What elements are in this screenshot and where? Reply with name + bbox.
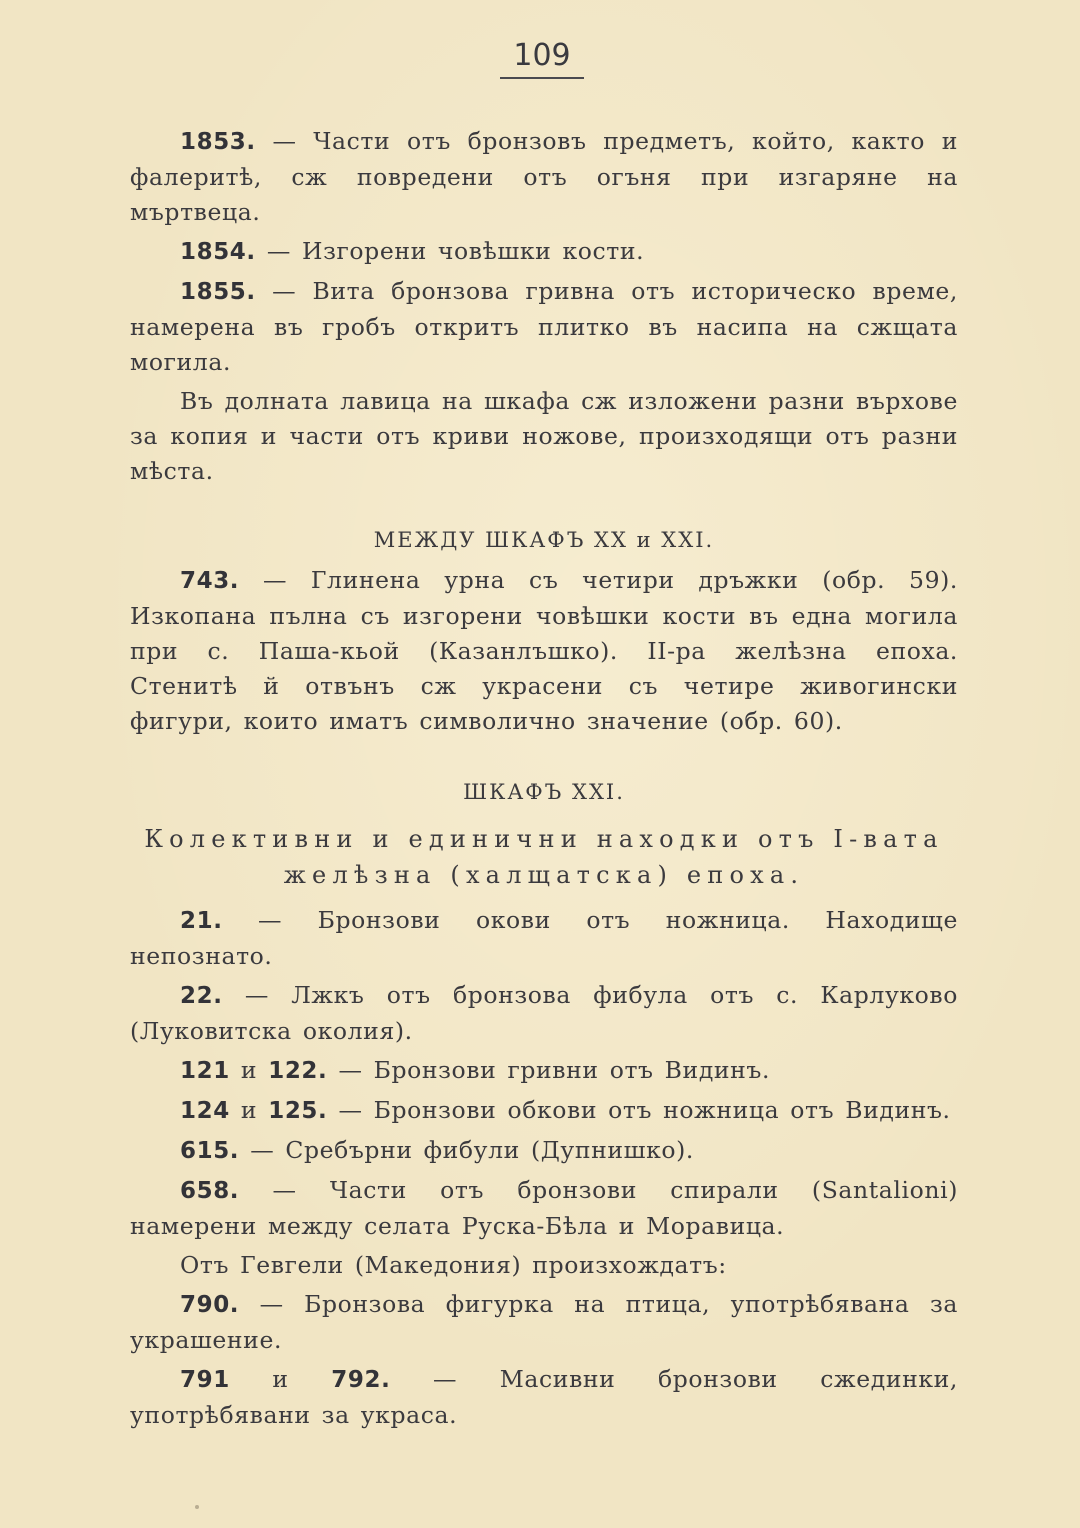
entry-743 [130, 563, 958, 739]
gevgeli-note [130, 1248, 958, 1283]
paper-speck [195, 1505, 199, 1509]
entry-text: — Бронзови окови отъ ножница. Находище непознато. [130, 906, 958, 970]
entry-text: — Вита бронзова гривна отъ историческо време, намерена въ гробъ откритъ плитко въ насипа на сжщата могила. [130, 277, 958, 376]
entry-text: — Части отъ бронзовъ предметъ, който, както и фалеритѣ, сж повредени отъ огъня при изгаряне на мъртвеца. [130, 127, 958, 226]
entry-790 [130, 1287, 958, 1358]
page-content [130, 124, 958, 1437]
entry-number: 121 [180, 1058, 230, 1084]
entry-text: — Изгорени човѣшки кости. [255, 237, 645, 265]
entry-text: — Бронзови гривни отъ Видинъ. [327, 1056, 771, 1084]
entry-number: 124 [180, 1098, 230, 1124]
section-subheading [130, 821, 958, 893]
entry-conjunction: и [229, 1096, 269, 1124]
entry-number: 1855. [180, 279, 256, 305]
entry-number: 743. [180, 568, 240, 594]
section-heading-between: МЕЖДУ ШКАФЪ XX и XXI. [373, 528, 715, 552]
entry-615 [130, 1133, 958, 1169]
entry-791-792 [130, 1362, 958, 1433]
entry-number: 22. [180, 983, 223, 1009]
entry-number: 1853. [180, 129, 256, 155]
subheading-line-1: Колективни и единични находки отъ I-вата [144, 825, 944, 853]
entry-1853 [130, 124, 958, 230]
entry-number-2: 792. [331, 1367, 391, 1393]
entry-number: 790. [180, 1292, 240, 1318]
section-heading-cabinet: ШКАФЪ XXI. [463, 780, 625, 804]
entry-1855 [130, 274, 958, 380]
entry-text: — Части отъ бронзови спирали (Santalioni) намерени между селата Руска-Бѣла и Моравица. [130, 1176, 958, 1240]
entry-text: Въ долната лавица на шкафа сж изложени разни върхове за копия и части отъ криви ножове, произходящи отъ разни мѣста. [130, 387, 958, 485]
page-number: 109 [500, 38, 584, 79]
entry-number: 1854. [180, 239, 256, 265]
entry-21 [130, 903, 958, 974]
entry-22 [130, 978, 958, 1049]
entry-number-2: 122. [268, 1058, 328, 1084]
entry-text: — Лжкъ отъ бронзова фибула отъ с. Карлуково (Луковитска околия). [130, 981, 958, 1045]
entry-conjunction: и [229, 1056, 269, 1084]
entry-number: 21. [180, 908, 223, 934]
subheading-line-2: желѣзна (халщатска) епоха. [283, 861, 805, 889]
entry-124-125 [130, 1093, 958, 1129]
shelf-note [130, 384, 958, 489]
entry-number: 791 [180, 1367, 230, 1393]
entry-number-2: 125. [268, 1098, 328, 1124]
entry-text: Отъ Гевгели (Македония) произхождатъ: [180, 1251, 727, 1279]
entry-conjunction: и [229, 1365, 332, 1393]
entry-text: — Бронзова фигурка на птица, употрѣбявана за украшение. [130, 1290, 958, 1354]
entry-number: 615. [180, 1138, 240, 1164]
entry-number: 658. [180, 1178, 240, 1204]
entry-658 [130, 1173, 958, 1244]
entry-121-122 [130, 1053, 958, 1089]
entry-text: — Сребърни фибули (Дупнишко). [239, 1136, 694, 1164]
entry-text: — Бронзови обкови отъ ножница отъ Видинъ. [327, 1096, 951, 1124]
entry-text: — Масивни бронзови сжединки, употрѣбявани за украса. [130, 1365, 958, 1429]
entry-text: — Глинена урна съ четири дръжки (обр. 59). Изкопана пълна съ изгорени човѣшки кости въ една могила при с. Паша-кьой (Казанлъшко). II-ра желѣзна епоха. Стенитѣ й отвънъ сж украсени съ четире живогински фигури, които иматъ символично значение (обр. 60). [130, 566, 958, 735]
entry-1854 [130, 234, 958, 270]
